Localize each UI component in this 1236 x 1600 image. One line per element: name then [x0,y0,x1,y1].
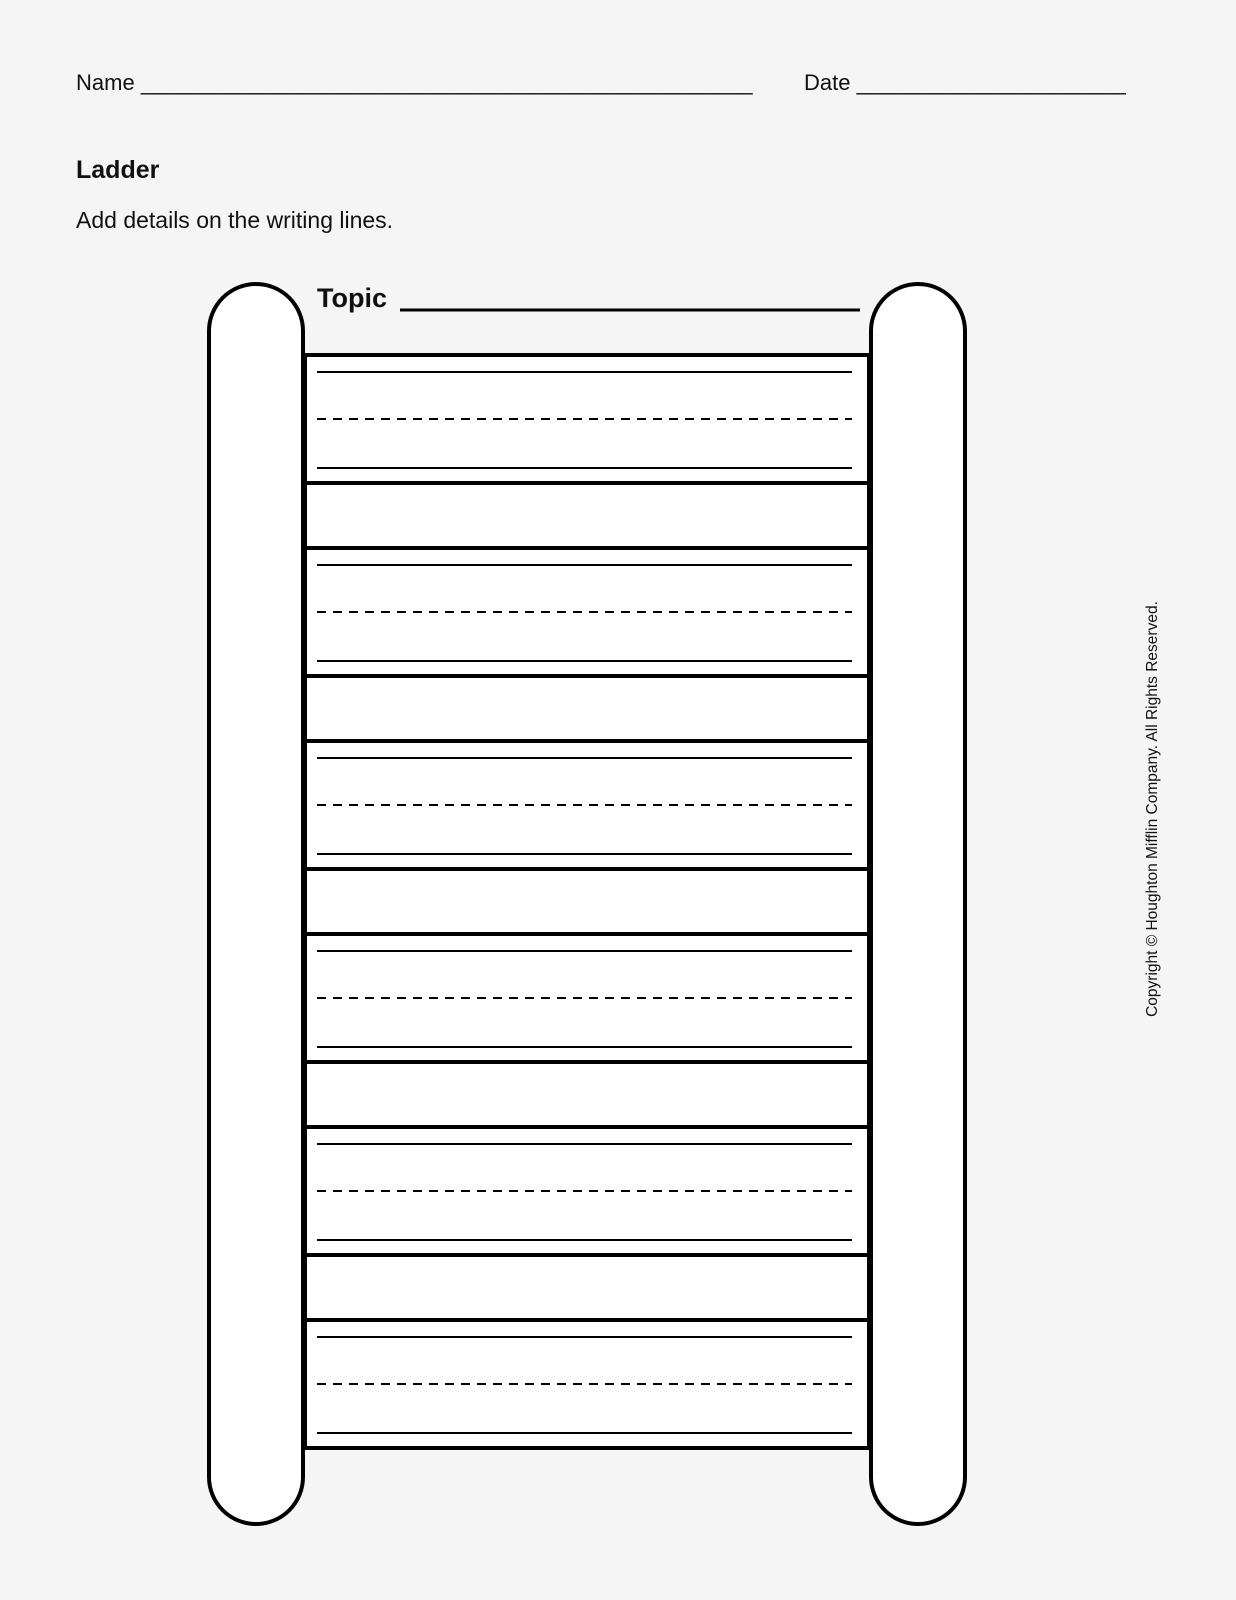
topic-label: Topic [317,283,387,313]
instructions-text: Add details on the writing lines. [76,207,394,233]
name-blank[interactable]: __________________________________________________ [140,70,753,95]
date-blank[interactable]: ______________________ [856,70,1126,95]
ladder-rung-spacer [305,676,869,741]
ladder-rung-spacer [305,1255,869,1320]
ladder-left-rail [209,284,303,1524]
name-label: Name [76,70,135,95]
date-label: Date [804,70,851,95]
ladder-rung-spacer [305,1062,869,1127]
page-title: Ladder [76,156,160,184]
copyright-notice: Copyright © Houghton Mifflin Company. All Rights Reserved. [1144,601,1161,1017]
ladder-right-rail [871,284,965,1524]
ladder-rung-spacer [305,483,869,548]
ladder-rung-spacer [305,869,869,934]
